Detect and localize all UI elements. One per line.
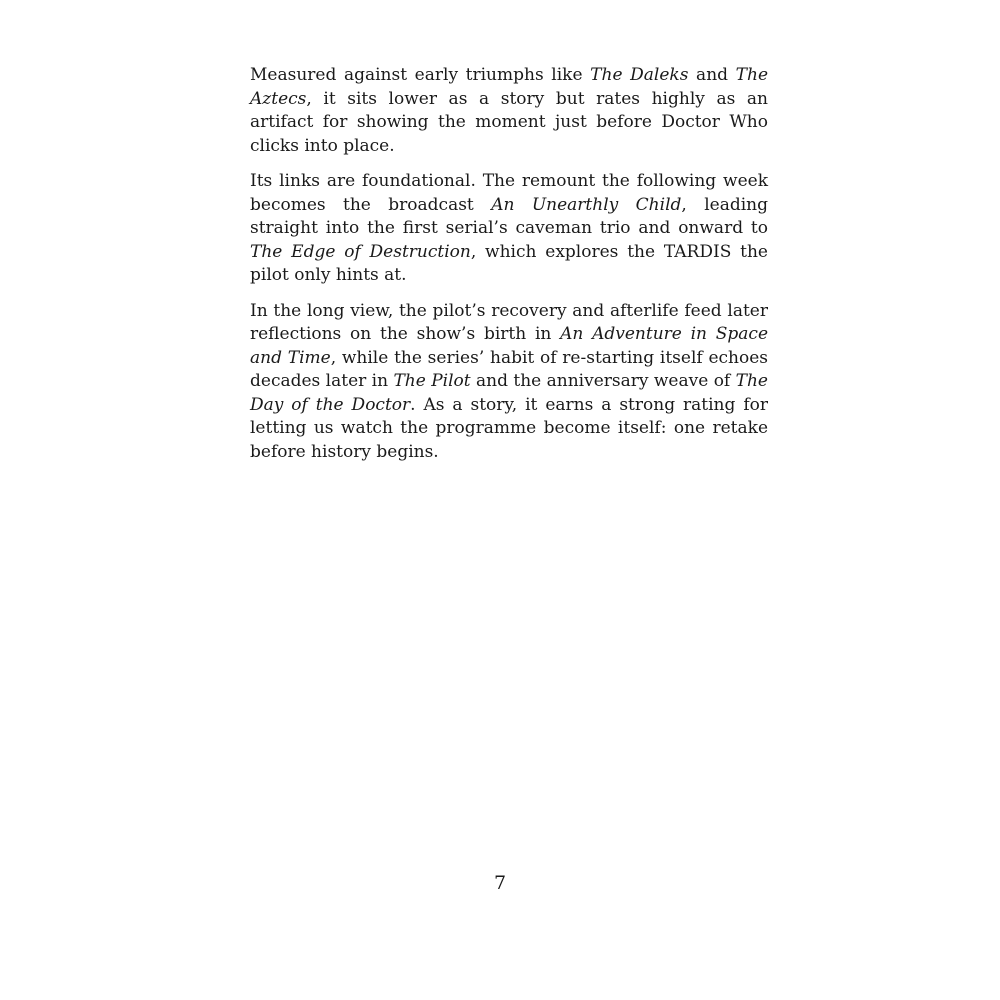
paragraph-3: [250, 300, 768, 465]
italic-title: An Adventure in Space and Time: [250, 324, 769, 368]
text-run: , which explores the TARDIS the pilot only hints at.: [250, 241, 768, 285]
text-run: In the long view, the pilot’s recovery and afterlife feed later reflections on the show’s birth in: [250, 300, 768, 344]
paragraph-1: [250, 64, 768, 158]
text-run: Measured against early triumphs like: [250, 65, 591, 85]
text-run: and the anniversary weave of: [470, 371, 736, 391]
italic-title: The Aztecs: [250, 65, 769, 109]
text-run: , it sits lower as a story but rates highly as an artifact for showing the moment just before Doctor Who clicks into place.: [250, 88, 768, 156]
text-run: , while the series’ habit of re-starting itself echoes decades later in: [250, 347, 769, 391]
text-run: and: [688, 65, 736, 85]
paragraph-2: [250, 170, 768, 288]
page-number: 7: [493, 872, 507, 894]
body-text: [250, 64, 768, 476]
text-run: , leading straight into the first serial’s caveman trio and onward to: [250, 194, 768, 238]
text-run: Its links are foundational. The remount the following week becomes the broadcast: [250, 171, 768, 215]
italic-title: An Unearthly Child: [491, 194, 682, 215]
italic-title: The Edge of Destruction: [250, 241, 471, 262]
text-run: . As a story, it earns a strong rating for letting us watch the programme become itself: one retake before history begins.: [250, 394, 768, 462]
italic-title: The Day of the Doctor: [250, 371, 768, 415]
italic-title: The Pilot: [393, 371, 471, 391]
italic-title: The Daleks: [590, 65, 689, 85]
